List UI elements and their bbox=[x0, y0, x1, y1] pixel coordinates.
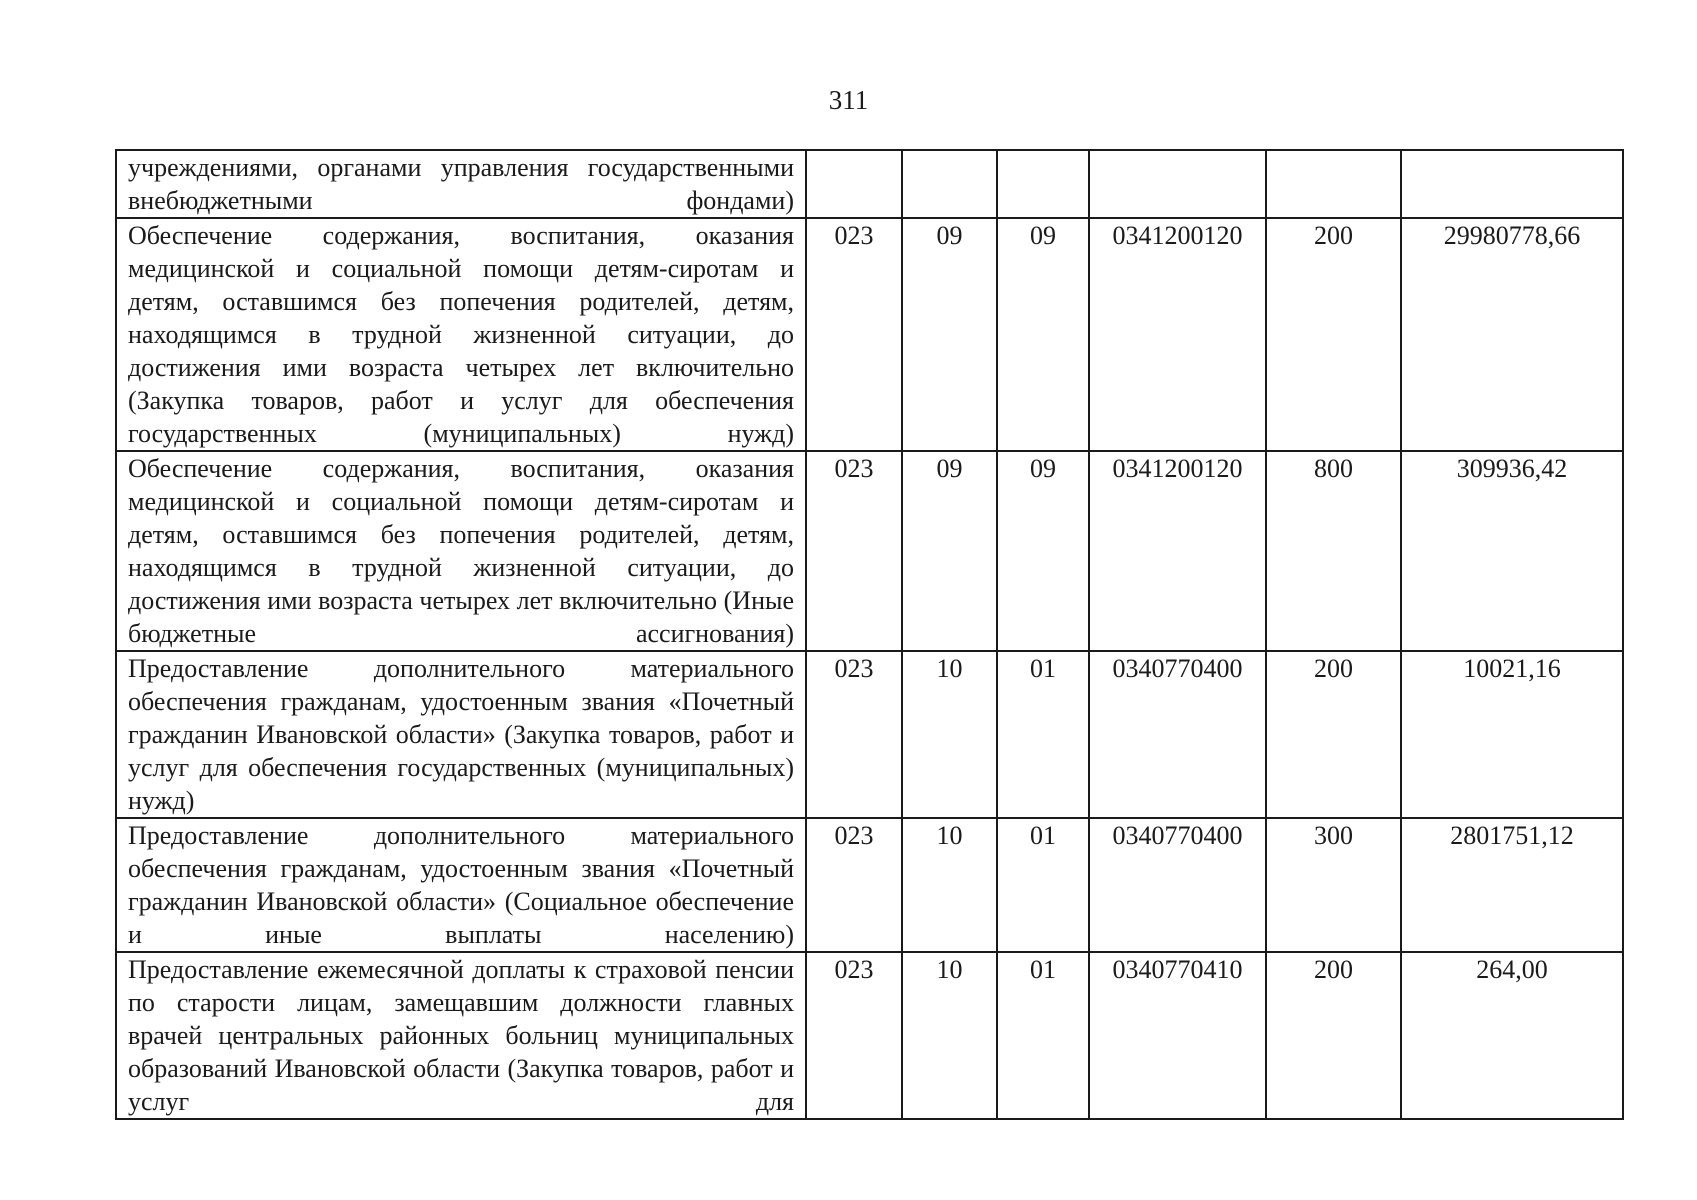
row-target-article: 0341200120 bbox=[1089, 218, 1266, 451]
row-amount: 2801751,12 bbox=[1401, 818, 1623, 952]
row-amount bbox=[1401, 150, 1623, 218]
table-row bbox=[116, 150, 1623, 218]
row-expense-type: 200 bbox=[1266, 651, 1401, 818]
row-amount: 10021,16 bbox=[1401, 651, 1623, 818]
row-amount: 309936,42 bbox=[1401, 451, 1623, 651]
row-code bbox=[806, 150, 902, 218]
row-expense-type: 200 bbox=[1266, 952, 1401, 1119]
row-target-article: 0340770410 bbox=[1089, 952, 1266, 1119]
row-description: Обеспечение содержания, воспитания, оказания медицинской и социальной помощи детям-сиротам и детям, оставшимся без попечения родителей, детям, находящимся в трудной жизненной ситуации, до достижения ими возраста четырех лет включительно (Иные бюджетные ассигнования) bbox=[116, 451, 806, 651]
row-code: 023 bbox=[806, 218, 902, 451]
row-expense-type bbox=[1266, 150, 1401, 218]
row-target-article: 0340770400 bbox=[1089, 818, 1266, 952]
row-description: Предоставление дополнительного материального обеспечения гражданам, удостоенным звания «Почетный гражданин Ивановской области» (Закупка товаров, работ и услуг для обеспечения государственных (муниципальных) нужд) bbox=[116, 651, 806, 818]
row-description: Предоставление ежемесячной доплаты к страховой пенсии по старости лицам, замещавшим должности главных врачей центральных районных больниц муниципальных образований Ивановской области (Закупка товаров, работ и услуг для bbox=[116, 952, 806, 1119]
row-code: 023 bbox=[806, 818, 902, 952]
row-target-article: 0341200120 bbox=[1089, 451, 1266, 651]
row-amount: 29980778,66 bbox=[1401, 218, 1623, 451]
budget-table bbox=[115, 149, 1624, 1120]
row-section: 10 bbox=[902, 818, 997, 952]
row-subsection: 01 bbox=[997, 818, 1089, 952]
row-description: Обеспечение содержания, воспитания, оказания медицинской и социальной помощи детям-сиротам и детям, оставшимся без попечения родителей, детям, находящимся в трудной жизненной ситуации, до достижения ими возраста четырех лет включительно (Закупка товаров, работ и услуг для обеспечения государственных (муниципальных) нужд) bbox=[116, 218, 806, 451]
row-target-article: 0340770400 bbox=[1089, 651, 1266, 818]
row-code: 023 bbox=[806, 952, 902, 1119]
table-row bbox=[116, 818, 1623, 952]
row-expense-type: 200 bbox=[1266, 218, 1401, 451]
row-description: учреждениями, органами управления государственными внебюджетными фондами) bbox=[116, 150, 806, 218]
row-subsection: 01 bbox=[997, 952, 1089, 1119]
row-code: 023 bbox=[806, 451, 902, 651]
table-row bbox=[116, 651, 1623, 818]
row-subsection: 09 bbox=[997, 218, 1089, 451]
table-row bbox=[116, 451, 1623, 651]
row-section: 10 bbox=[902, 952, 997, 1119]
row-code: 023 bbox=[806, 651, 902, 818]
table-row bbox=[116, 952, 1623, 1119]
row-section: 10 bbox=[902, 651, 997, 818]
row-subsection: 01 bbox=[997, 651, 1089, 818]
row-section: 09 bbox=[902, 218, 997, 451]
page-number: 311 bbox=[828, 85, 869, 115]
row-section bbox=[902, 150, 997, 218]
row-target-article bbox=[1089, 150, 1266, 218]
row-expense-type: 300 bbox=[1266, 818, 1401, 952]
row-expense-type: 800 bbox=[1266, 451, 1401, 651]
row-description: Предоставление дополнительного материального обеспечения гражданам, удостоенным звания «Почетный гражданин Ивановской области» (Социальное обеспечение и иные выплаты населению) bbox=[116, 818, 806, 952]
row-section: 09 bbox=[902, 451, 997, 651]
row-amount: 264,00 bbox=[1401, 952, 1623, 1119]
table-row bbox=[116, 218, 1623, 451]
row-subsection bbox=[997, 150, 1089, 218]
row-subsection: 09 bbox=[997, 451, 1089, 651]
